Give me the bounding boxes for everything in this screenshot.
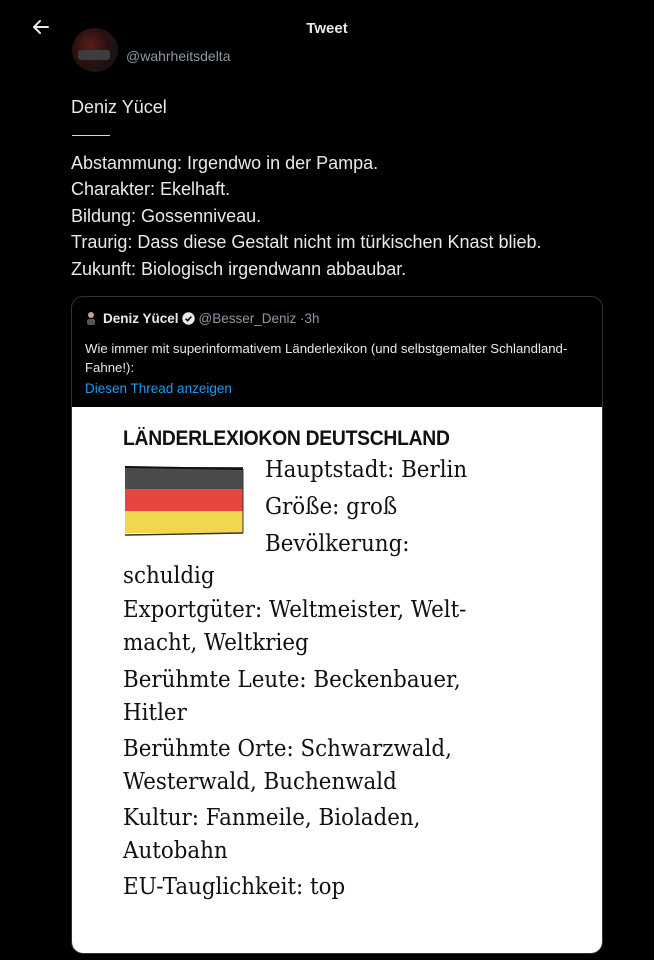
page-title: Tweet [306, 20, 348, 37]
tweet-line: Charakter: Ekelhaft. [71, 179, 231, 199]
tweet-line: Traurig: Dass diese Gestalt nicht im türkischen Knast blieb. [71, 232, 542, 252]
card-line: Westerwald, Buchenwald [123, 769, 397, 795]
quoted-image[interactable] [72, 407, 602, 953]
card-line: EU-Tauglichkeit: top [123, 874, 346, 900]
verified-badge-icon [182, 312, 195, 325]
quote-time: 3h [304, 311, 320, 326]
card-title: LÄNDERLEXIOKON DEUTSCHLAND [123, 427, 450, 450]
avatar[interactable] [72, 28, 118, 72]
card-line: Berühmte Leute: Beckenbauer, [123, 667, 461, 693]
quote-avatar-icon[interactable] [85, 311, 97, 325]
divider [72, 135, 110, 136]
quote-author-name[interactable]: Deniz Yücel [103, 311, 179, 326]
card-line: Exportgüter: Weltmeister, Welt- [123, 597, 467, 623]
author-handle[interactable]: @wahrheitsdelta [126, 48, 231, 64]
card-line: Größe: groß [265, 494, 398, 520]
quote-author-handle[interactable]: @Besser_Deniz [198, 311, 297, 326]
card-line: Autobahn [123, 838, 228, 864]
meta-separator: · [296, 311, 305, 326]
card-line: schuldig [123, 563, 215, 589]
tweet-line: Zukunft: Biologisch irgendwann abbaubar. [71, 258, 407, 279]
quote-header [85, 311, 320, 326]
card-line: Berühmte Orte: Schwarzwald, [123, 736, 452, 762]
card-line: Kultur: Fanmeile, Bioladen, [123, 805, 421, 831]
quote-text: Wie immer mit superinformativem Länderlexikon (und selbstgemalter Schlandland-Fahne!): [85, 341, 568, 375]
tweet-text [71, 94, 631, 282]
card-line: macht, Weltkrieg [123, 630, 309, 656]
german-flag-icon [123, 463, 245, 539]
quoted-tweet[interactable] [71, 296, 603, 954]
card-line: Hauptstadt: Berlin [265, 457, 468, 483]
tweet-line: Abstammung: Irgendwo in der Pampa. [71, 152, 379, 173]
tweet-line: Bildung: Gossenniveau. [71, 205, 262, 226]
card-line: Hitler [123, 700, 187, 726]
card-line: Bevölkerung: [265, 531, 410, 557]
show-thread-link[interactable]: Diesen Thread anzeigen [85, 381, 232, 396]
tweet-title: Deniz Yücel [71, 97, 167, 117]
